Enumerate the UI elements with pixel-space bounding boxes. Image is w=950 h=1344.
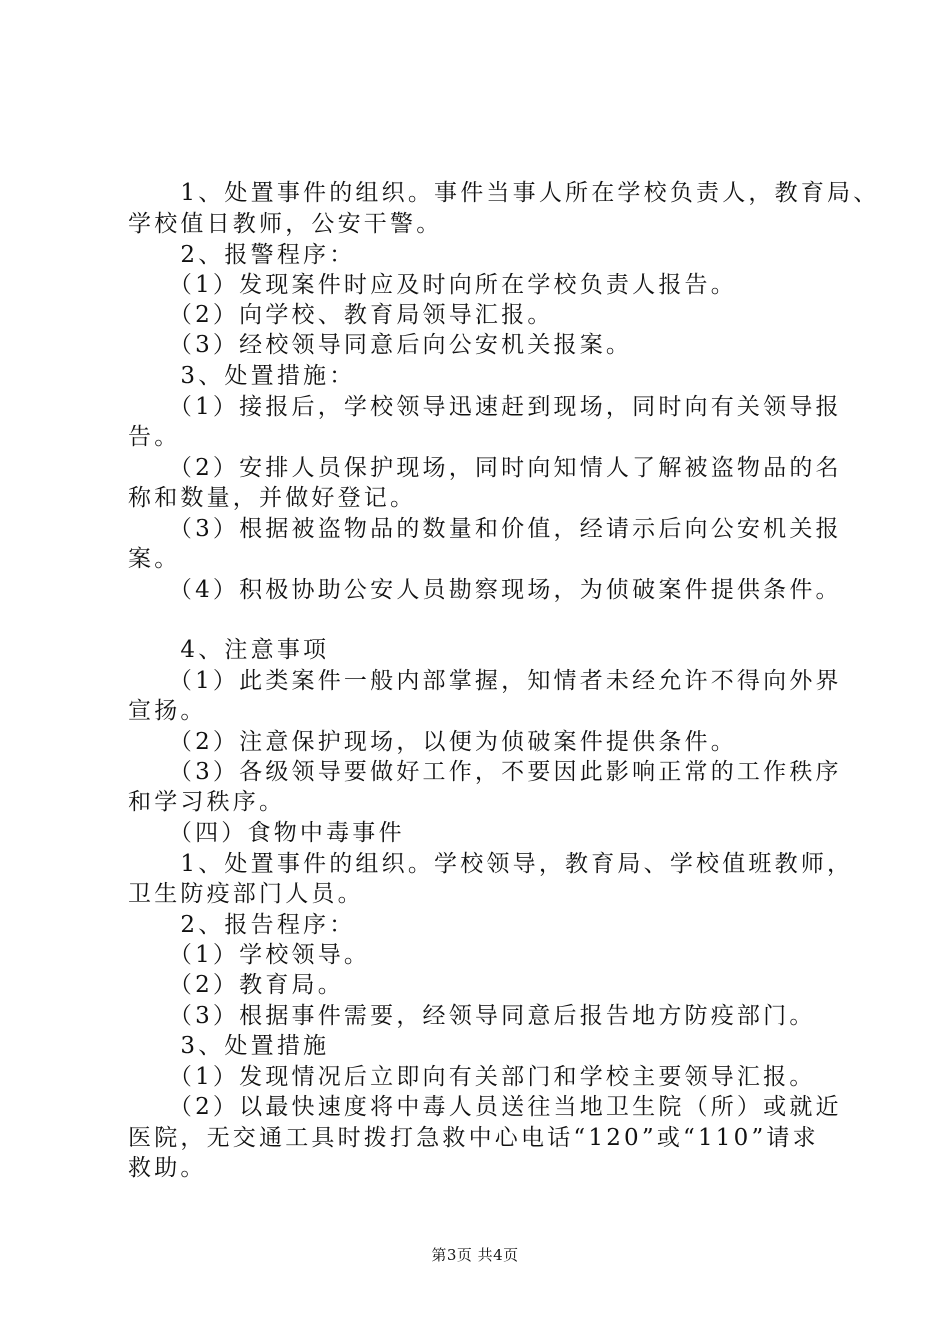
text-line: （2）安排人员保护现场，同时向知情人了解被盗物品的名 [128,455,842,481]
text-line: 2、报告程序： [128,912,356,938]
text-line: 案。 [128,546,181,572]
text-line: 4、注意事项 [128,637,330,663]
text-line: （1）此类案件一般内部掌握，知情者未经允许不得向外界 [128,668,842,694]
text-line: 3、处置措施： [128,363,356,389]
text-line: （四）食物中毒事件 [128,820,405,846]
text-line: （2）以最快速度将中毒人员送往当地卫生院（所）或就近 [128,1094,842,1120]
text-line: 告。 [128,424,181,450]
text-line: 3、处置措施 [128,1033,330,1059]
text-line: （1）发现情况后立即向有关部门和学校主要领导汇报。 [128,1064,816,1090]
text-line: （3）各级领导要做好工作，不要因此影响正常的工作秩序 [128,759,842,785]
text-line: 1、处置事件的组织。事件当事人所在学校负责人，教育局、 [128,180,880,206]
text-line: 称和数量，并做好登记。 [128,485,417,511]
text-line: 2、报警程序： [128,242,356,268]
text-line: 医院，无交通工具时拨打急救中心电话“120”或“110”请求 [128,1125,819,1151]
text-line: （3）根据事件需要，经领导同意后报告地方防疫部门。 [128,1003,816,1029]
text-line: （2）教育局。 [128,972,344,998]
text-line: （1）接报后，学校领导迅速赶到现场，同时向有关领导报 [128,394,842,420]
text-line: （4）积极协助公安人员勘察现场，为侦破案件提供条件。 [128,577,842,603]
text-line: （2）向学校、教育局领导汇报。 [128,302,554,328]
text-line: （1）学校领导。 [128,942,371,968]
text-line: （1）发现案件时应及时向所在学校负责人报告。 [128,272,737,298]
text-line: （2）注意保护现场，以便为侦破案件提供条件。 [128,729,737,755]
text-line: （3）根据被盗物品的数量和价值，经请示后向公安机关报 [128,516,842,542]
text-line: 1、处置事件的组织。学校领导，教育局、学校值班教师， [128,851,854,877]
text-line: （3）经校领导同意后向公安机关报案。 [128,332,633,358]
page-footer: 第3页 共4页 [431,1246,519,1264]
text-line: 救助。 [128,1155,207,1181]
text-line: 卫生防疫部门人员。 [128,881,364,907]
text-line: 学校值日教师，公安干警。 [128,211,443,237]
text-line: 和学习秩序。 [128,789,286,815]
text-line: 宣扬。 [128,698,207,724]
